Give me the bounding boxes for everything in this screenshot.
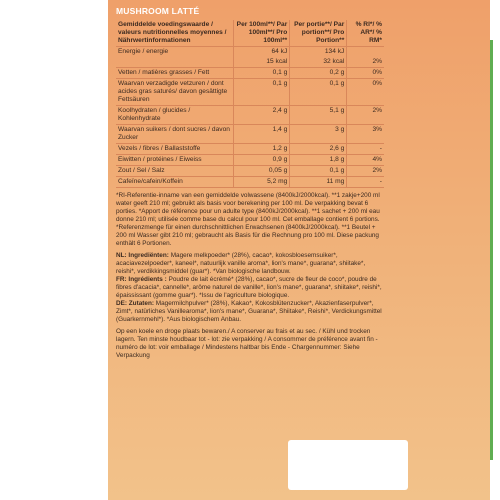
ingredients-fr-label: FR: Ingrédients :: [116, 276, 167, 283]
row-v2: 2,6 g: [290, 144, 347, 155]
row-v1: 0,1 g: [233, 79, 289, 106]
row-v3: 2%: [347, 106, 384, 125]
row-v2b: 32 kcal: [290, 57, 347, 68]
nutrition-panel: [108, 0, 490, 500]
header-nutrient: Gemiddelde voedingswaarde / valeurs nutritionnelles moyennes / Nährwertinformationen: [116, 20, 233, 47]
row-v3: [347, 47, 384, 58]
storage-info: Op een koele en droge plaats bewaren./ A conserver au frais et au sec. / Kühl und trocken lagern. Ten minste houdbaar tot - lot: zie verpakking / A consommer de préférence avant fin - numéro de lot: voir emballage / Mindestens haltbar bis Ende - Chargennummer: Siehe Verpackung: [116, 328, 378, 359]
row-label: Vezels / fibres / Ballaststoffe: [116, 144, 233, 155]
ingredients-fr: [116, 276, 384, 300]
row-v1: 2,4 g: [233, 106, 289, 125]
ingredients-de-text: Magermilchpulver* (28%), Kakao*, Kokosblütenzucker*, Akazienfaserpulver*, Zimt*, natürliches Vanillearoma*, lion's mane*, Guarana*, Shiitake*, Reishi*, Verdickungsmittel (Guarkernmehl*). *Aus biologischem Anbau.: [116, 300, 382, 323]
row-v2: 0,2 g: [290, 68, 347, 79]
row-v2: 0,1 g: [290, 166, 347, 177]
row-v2: 1,8 g: [290, 155, 347, 166]
nutrition-table: [116, 20, 384, 188]
row-v2: 134 kJ: [290, 47, 347, 58]
row-v1: 0,9 g: [233, 155, 289, 166]
row-v3: 4%: [347, 155, 384, 166]
table-header: [116, 20, 384, 47]
table-row: [116, 144, 384, 155]
row-v1: 0,1 g: [233, 68, 289, 79]
header-per-100ml: Per 100ml**/ Par 100ml**/ Pro 100ml**: [233, 20, 289, 47]
table-row: [116, 79, 384, 106]
row-v3: 2%: [347, 166, 384, 177]
footnotes: *RI-Referentie-inname van een gemiddelde volwassene (8400kJ/2000kcal). **1 zakje+200 ml water geeft 210 ml; gebruikt als basis voor berekening per 100 ml. De verpakking bevat 6 porties. *Apport de référence pour un adulte type (8400kJ/2000kcal). **1 sachet + 200 ml eau donne 210 ml; utilisée comme base du calcul pour 100 ml. Cet emballage contient 6 portions. *Referenzmenge für einen durchschnittlichen Erwachsenen (8400kJ/2000kcal). **1 Beutel + 200 ml Wasser gibt 210 ml; gebraucht als Basis für die Rechnung pro 100 ml. Diese packung enthält 6 Portionen.: [116, 192, 380, 247]
row-v3: -: [347, 177, 384, 188]
row-v1b: 15 kcal: [233, 57, 289, 68]
row-label: Waarvan suikers / dont sucres / davon Zucker: [116, 125, 233, 144]
ingredients-nl: [116, 252, 384, 276]
row-label: Vetten / matières grasses / Fett: [116, 68, 233, 79]
row-v3: -: [347, 144, 384, 155]
row-label: Cafeïne/cafein/Koffein: [116, 177, 233, 188]
table-row: [116, 106, 384, 125]
table-row: [116, 68, 384, 79]
table-row: [116, 125, 384, 144]
table-row: [116, 47, 384, 58]
row-label: Waarvan verzadigde vetzuren / dont acides gras saturés/ davon gesättigte Fettsäuren: [116, 79, 233, 106]
row-v3: 3%: [347, 125, 384, 144]
row-v1: 1,4 g: [233, 125, 289, 144]
header-per-portion: Per portie**/ Par portion**/ Pro Portion**: [290, 20, 347, 47]
row-v3: 0%: [347, 68, 384, 79]
row-v1: 0,05 g: [233, 166, 289, 177]
row-v2: 0,1 g: [290, 79, 347, 106]
header-ri: % RI*/ % AR*/ % RM*: [347, 20, 384, 47]
row-v2: 11 mg: [290, 177, 347, 188]
product-title: MUSHROOM LATTÉ: [116, 6, 200, 16]
row-label: Zout / Sel / Salz: [116, 166, 233, 177]
row-v3: 0%: [347, 79, 384, 106]
table-row: [116, 166, 384, 177]
row-label: Eiwitten / protéines / Eiweiss: [116, 155, 233, 166]
table-row: [116, 155, 384, 166]
row-label: Energie / energie: [118, 48, 169, 55]
row-v1: 1,2 g: [233, 144, 289, 155]
table-row: [116, 57, 384, 68]
ingredients-de-label: DE: Zutaten:: [116, 300, 154, 307]
row-label: Koolhydraten / glucides / Kohlenhydrate: [116, 106, 233, 125]
row-v2: 3 g: [290, 125, 347, 144]
ingredients-fr-text: Poudre de lait écrémé* (28%), cacao*, sucre de fleur de coco*, poudre de fibres d'acacia*, cannelle*, arôme naturel de vanille*, lion's mane*, guarana*, shiitake*, reishi*, épaississant (gomme guar*). *Issu de l'agriculture biologique.: [116, 276, 382, 299]
panel-content: [116, 6, 384, 360]
table-row: [116, 177, 384, 188]
ingredients-de: [116, 300, 384, 324]
lot-date-box: [288, 440, 408, 490]
row-v1: 64 kJ: [233, 47, 289, 58]
row-v3b: 2%: [347, 57, 384, 68]
ingredients-nl-text: Magere melkpoeder* (28%), cacao*, kokosbloesemsuiker*, acaciavezelpoeder*, kaneel*, natuurlijk vanille aroma*, lion's mane*, guarana*, shiitake*, reishi*, verdikkingsmiddel (guar*). *Van biologische landbouw.: [116, 252, 366, 275]
row-v2: 5,1 g: [290, 106, 347, 125]
ingredients-nl-label: NL: Ingrediënten:: [116, 252, 169, 259]
row-v1: 5,2 mg: [233, 177, 289, 188]
ingredients-block: [116, 252, 384, 324]
